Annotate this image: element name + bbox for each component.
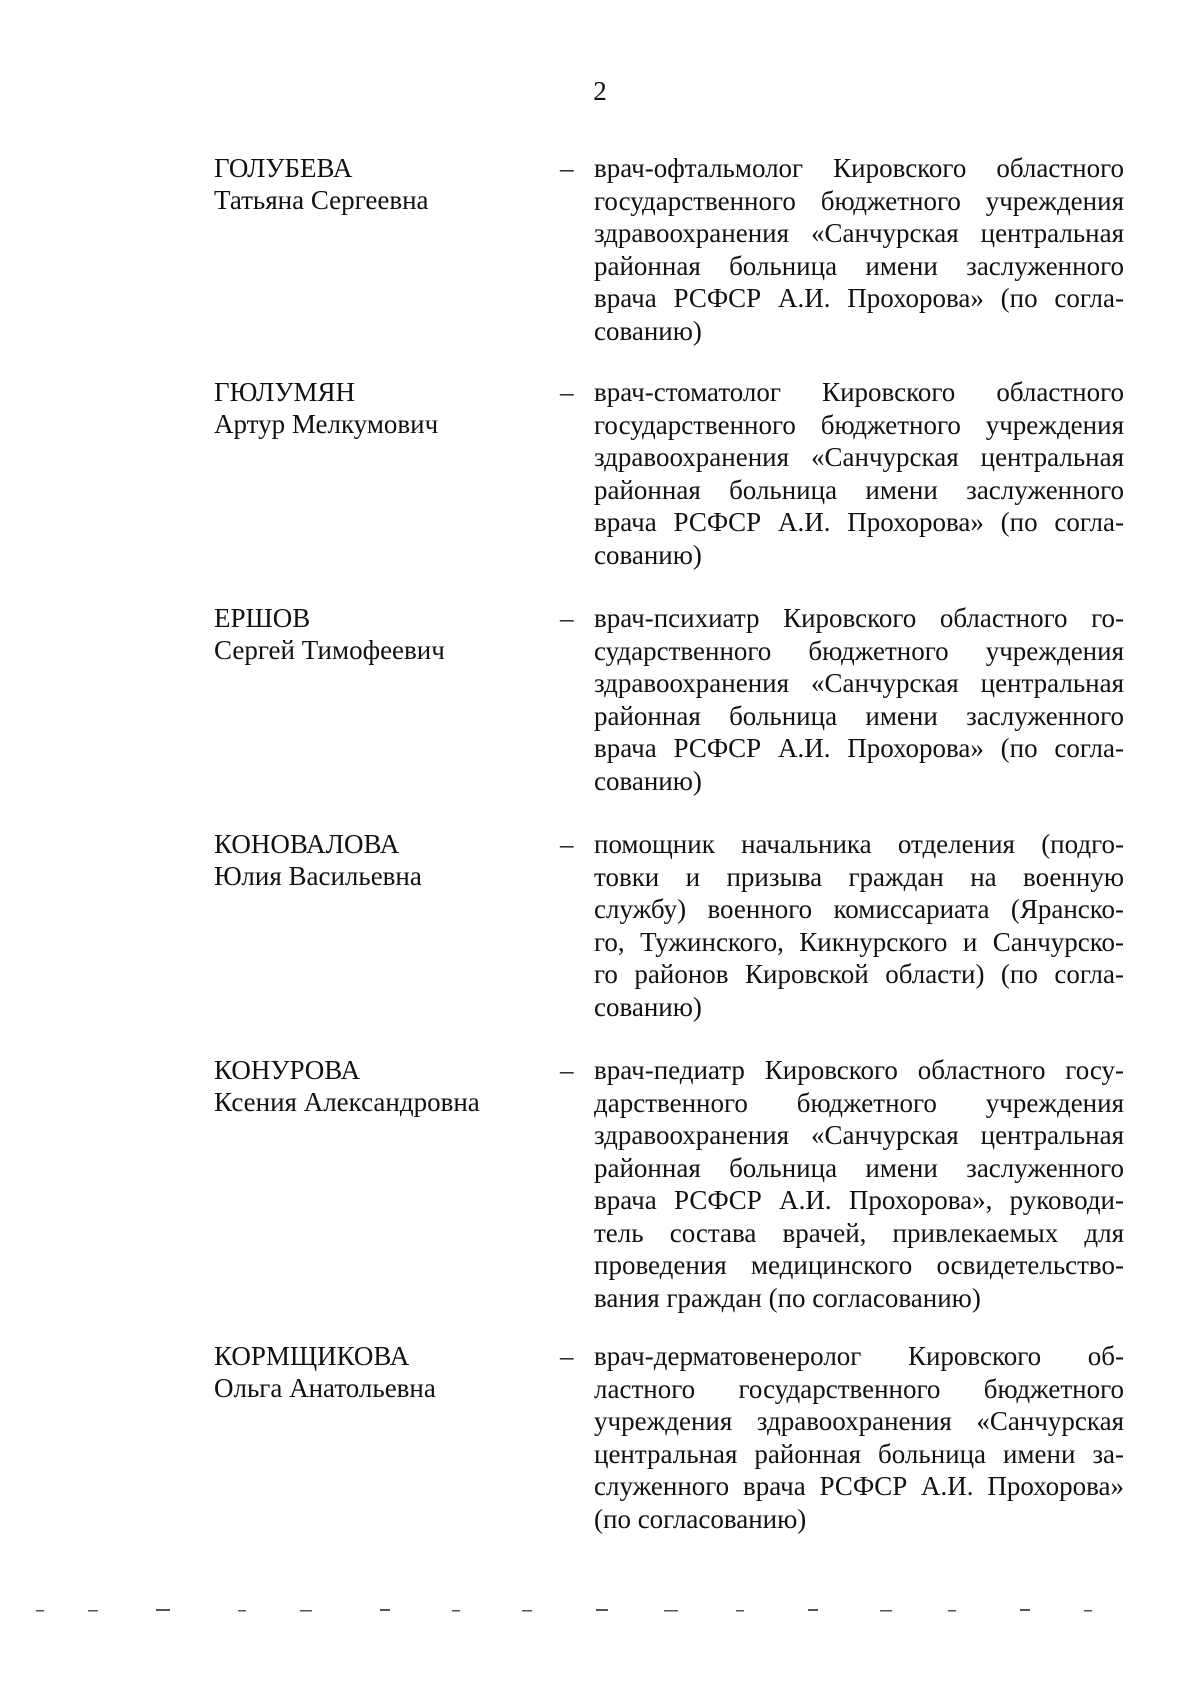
- role-line: (по согласованию): [594, 1503, 807, 1534]
- member-surname: ЕРШОВ: [214, 603, 311, 633]
- role-line: сованию): [594, 315, 702, 346]
- member-surname: ГОЛУБЕВА: [214, 153, 353, 183]
- role-dash: –: [560, 377, 574, 407]
- role-line: государственного бюджетного учреждения: [594, 185, 1124, 216]
- role-line: врача РСФСР А.И. Прохорова» (по согла-: [594, 507, 1124, 537]
- member-surname: ГЮЛУМЯН: [214, 377, 355, 407]
- member-role: [594, 376, 1124, 571]
- role-line: врач-дерматовенеролог Кировского об-: [594, 1341, 1124, 1371]
- member-surname: КОНОВАЛОВА: [214, 829, 400, 859]
- role-line: здравоохранения «Санчурская центральная: [594, 218, 1124, 248]
- role-line: го районов Кировской области) (по согла-: [594, 959, 1124, 989]
- role-line: проведения медицинского освидетельство-: [594, 1250, 1124, 1280]
- role-line: службу) военного комиссариата (Яранско-: [594, 894, 1124, 924]
- member-given-names: Юлия Васильевна: [214, 861, 422, 891]
- role-line: государственного бюджетного учреждения: [594, 409, 1124, 440]
- member-given-names: Ольга Анатольевна: [214, 1373, 436, 1403]
- role-line: учреждения здравоохранения «Санчурская: [594, 1406, 1124, 1436]
- member-role: [594, 152, 1124, 347]
- role-line: го, Тужинского, Кикнурского и Санчурско-: [594, 926, 1124, 957]
- role-line: врача РСФСР А.И. Прохорова», руководи-: [594, 1185, 1124, 1215]
- member-given-names: Татьяна Сергеевна: [214, 185, 429, 215]
- role-dash: –: [560, 1055, 574, 1085]
- role-line: врача РСФСР А.И. Прохорова» (по согла-: [594, 283, 1124, 313]
- member-name: [214, 152, 544, 216]
- member-name: [214, 828, 544, 892]
- role-dash: –: [560, 1341, 574, 1371]
- role-line: служенного врача РСФСР А.И. Прохорова»: [594, 1471, 1124, 1501]
- role-dash: –: [560, 603, 574, 633]
- member-role: [594, 602, 1124, 797]
- role-line: здравоохранения «Санчурская центральная: [594, 668, 1124, 698]
- member-role: [594, 1340, 1124, 1535]
- role-line: врача РСФСР А.И. Прохорова» (по согла-: [594, 733, 1124, 763]
- role-line: врач-офтальмолог Кировского областного: [594, 153, 1124, 183]
- role-line: сударственного бюджетного учреждения: [594, 635, 1124, 666]
- role-line: сованию): [594, 765, 702, 796]
- member-role: [594, 1054, 1124, 1314]
- role-line: тель состава врачей, привлекаемых для: [594, 1217, 1124, 1248]
- role-line: вания граждан (по согласованию): [594, 1282, 981, 1313]
- role-line: районная больница имени заслуженного: [594, 1152, 1124, 1183]
- member-given-names: Артур Мелкумович: [214, 409, 439, 439]
- role-line: районная больница имени заслуженного: [594, 250, 1124, 281]
- role-line: здравоохранения «Санчурская центральная: [594, 1120, 1124, 1150]
- member-name: [214, 602, 544, 666]
- role-line: районная больница имени заслуженного: [594, 700, 1124, 731]
- member-given-names: Ксения Александровна: [214, 1087, 480, 1117]
- role-line: помощник начальника отделения (подго-: [594, 829, 1124, 859]
- member-surname: КОРМЩИКОВА: [214, 1341, 410, 1371]
- role-line: товки и призыва граждан на военную: [594, 861, 1124, 892]
- role-line: сованию): [594, 991, 702, 1022]
- role-line: врач-психиатр Кировского областного го-: [594, 603, 1124, 633]
- role-line: районная больница имени заслуженного: [594, 474, 1124, 505]
- role-line: врач-педиатр Кировского областного госу-: [594, 1055, 1124, 1085]
- role-dash: –: [560, 829, 574, 859]
- member-name: [214, 376, 544, 440]
- role-dash: –: [560, 153, 574, 183]
- member-role: [594, 828, 1124, 1023]
- member-surname: КОНУРОВА: [214, 1055, 361, 1085]
- role-line: ластного государственного бюджетного: [594, 1373, 1124, 1404]
- member-given-names: Сергей Тимофеевич: [214, 635, 445, 665]
- role-line: центральная районная больница имени за-: [594, 1438, 1124, 1469]
- role-line: сованию): [594, 539, 702, 570]
- role-line: дарственного бюджетного учреждения: [594, 1087, 1124, 1118]
- page-number: 2: [593, 76, 607, 106]
- role-line: врач-стоматолог Кировского областного: [594, 377, 1124, 407]
- member-name: [214, 1054, 544, 1118]
- scan-specks-decoration: [0, 1606, 1200, 1616]
- member-name: [214, 1340, 544, 1404]
- role-line: здравоохранения «Санчурская центральная: [594, 442, 1124, 472]
